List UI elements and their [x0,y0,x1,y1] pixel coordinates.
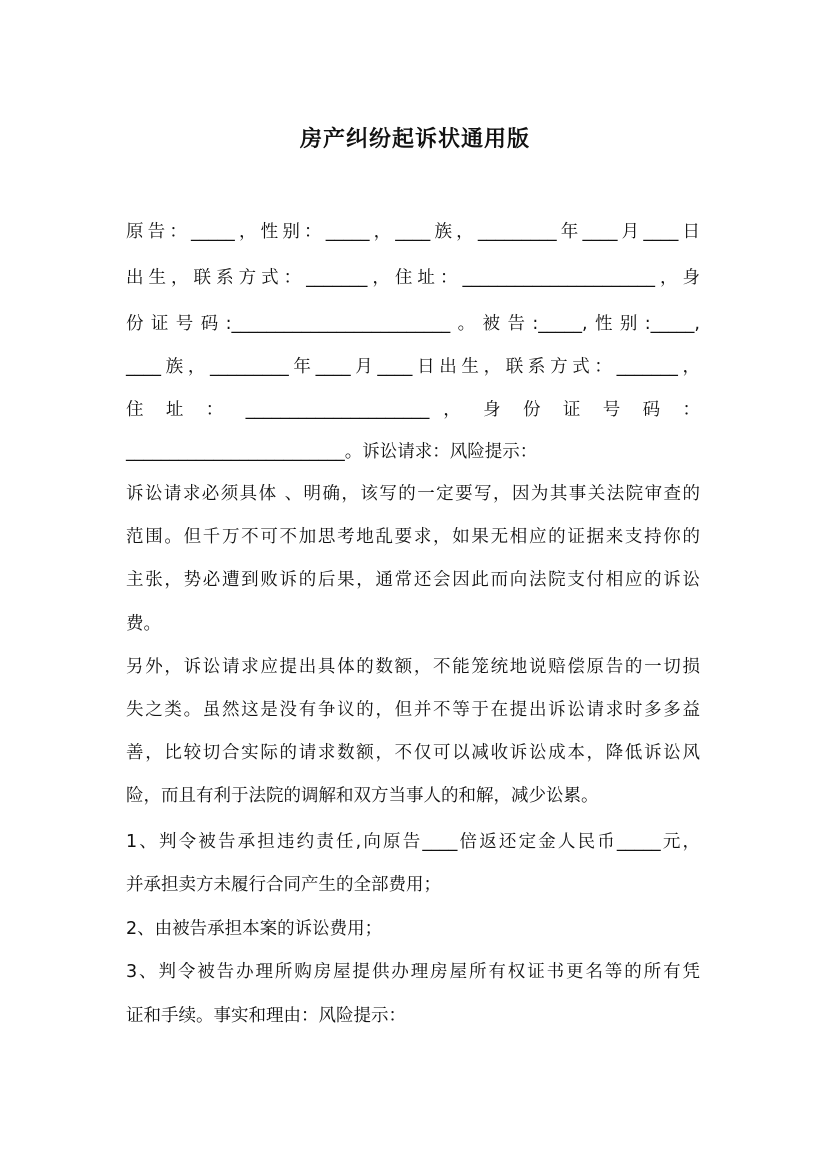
text-line: 原告：_____，性别：_____，____族，_________年____月____日 [126,222,700,242]
document-title: 房产纠纷起诉状通用版 [299,127,530,152]
text-line: 3、判令被告办理所购房屋提供办理房屋所有权证书更名等的所有凭 [126,962,700,982]
text-line: 1、判令被告承担违约责任,向原告____倍返还定金人民币_____元， [126,832,700,852]
text-line: 诉讼请求必须具体 、明确，该写的一定要写，因为其事关法院审查的 [126,484,700,504]
text-line: 善，比较切合实际的请求数额，不仅可以减收诉讼成本，降低诉讼风 [126,743,700,763]
text-line: 范围。但千万不可不加思考地乱要求，如果无相应的证据来支持你的 [126,527,700,547]
text-line: 并承担卖方未履行合同产生的全部费用； [126,875,441,895]
text-line: 出生，联系方式：_______，住址：______________________，身 [126,268,700,288]
text-line: 证和手续。事实和理由：风险提示： [126,1006,406,1026]
text-line: 主张，势必遭到败诉的后果，通常还会因此而向法院支付相应的诉讼 [126,570,700,590]
text-line: 费。 [126,614,161,634]
text-line: 住 址 ： _____________________ ， 身 份 证 号 码 ： [126,400,700,420]
text-line: 失之类。虽然这是没有争议的，但并不等于在提出诉讼请求时多多益 [126,700,700,720]
text-line: 另外，诉讼请求应提出具体的数额，不能笼统地说赔偿原告的一切损 [126,657,700,677]
text-line: 份证号码:_________________________。被告:_____,性别:_____, [126,314,700,334]
text-line: _________________________。诉讼请求：风险提示： [126,442,538,462]
text-line: 2、由被告承担本案的诉讼费用； [126,919,383,939]
text-line: 险，而且有利于法院的调解和双方当事人的和解，减少讼累。 [126,786,599,806]
text-line: ____族，_________年____月____日出生，联系方式：_______， [126,357,700,377]
